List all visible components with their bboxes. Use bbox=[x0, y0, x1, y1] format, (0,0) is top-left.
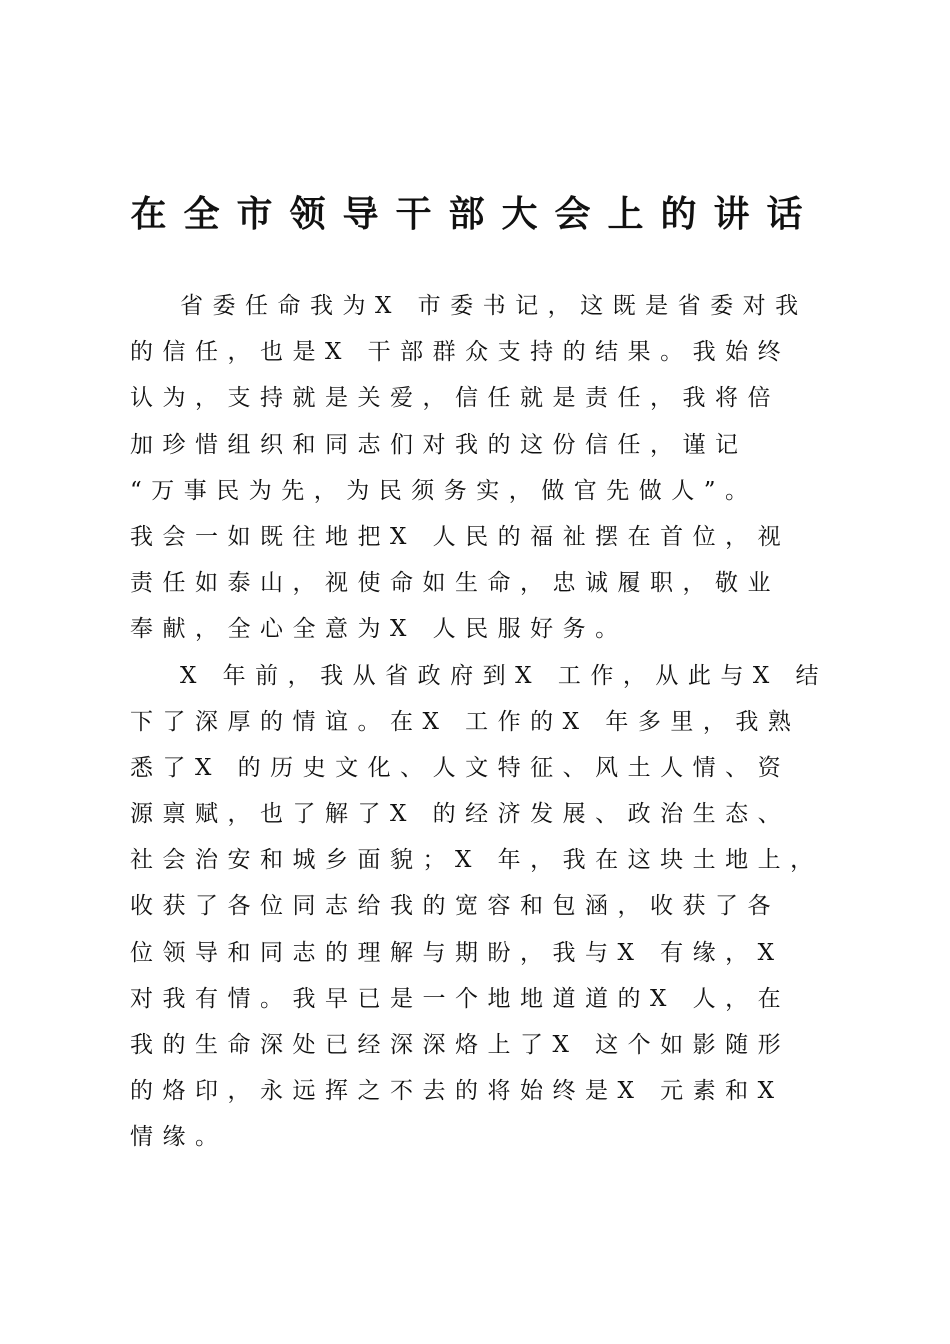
text-line: 的信任，也是X 干部群众支持的结果。我始终 bbox=[130, 339, 791, 366]
text-line: X 年前，我从省政府到X 工作，从此与X 结 bbox=[180, 662, 829, 689]
text-line: 我会一如既往地把X 人民的福祉摆在首位，视 bbox=[130, 523, 791, 550]
text-line: 情缘。 bbox=[130, 1124, 228, 1151]
text-line: 源禀赋，也了解了X 的经济发展、政治生态、 bbox=[130, 801, 791, 828]
text-line: 我的生命深处已经深深烙上了X 这个如影随形 bbox=[130, 1032, 791, 1058]
paragraph-2 bbox=[130, 653, 850, 1161]
text-line: 责任如泰山，视使命如生命，忠诚履职，敬业 bbox=[130, 570, 780, 597]
text-line: 对我有情。我早已是一个地地道道的X 人，在 bbox=[130, 985, 791, 1012]
text-line: 收获了各位同志给我的宽容和包涵，收获了各 bbox=[130, 893, 780, 920]
text-line: “万事民为先，为民须务实，做官先做人”。 bbox=[130, 477, 758, 504]
document-body bbox=[130, 283, 850, 1161]
paragraph-1 bbox=[130, 283, 850, 653]
text-line: 的烙印，永远挥之不去的将始终是X 元素和X bbox=[130, 1078, 784, 1105]
document-title: 在全市领导干部大会上的讲话 bbox=[130, 193, 820, 235]
text-line: 认为，支持就是关爱，信任就是责任，我将倍 bbox=[130, 385, 780, 412]
text-line: 下了深厚的情谊。在X 工作的X 年多里，我熟 bbox=[130, 708, 801, 735]
text-line: 位领导和同志的理解与期盼，我与X 有缘，X bbox=[130, 939, 784, 966]
text-line: 奉献，全心全意为X 人民服好务。 bbox=[130, 616, 628, 643]
text-line: 悉了X 的历史文化、人文特征、风土人情、资 bbox=[130, 754, 791, 781]
text-line: 社会治安和城乡面貌；X 年，我在这块土地上， bbox=[130, 847, 823, 874]
text-line: 加珍惜组织和同志们对我的这份信任，谨记 bbox=[130, 431, 748, 458]
text-line: 省委任命我为X 市委书记，这既是省委对我 bbox=[180, 293, 808, 319]
